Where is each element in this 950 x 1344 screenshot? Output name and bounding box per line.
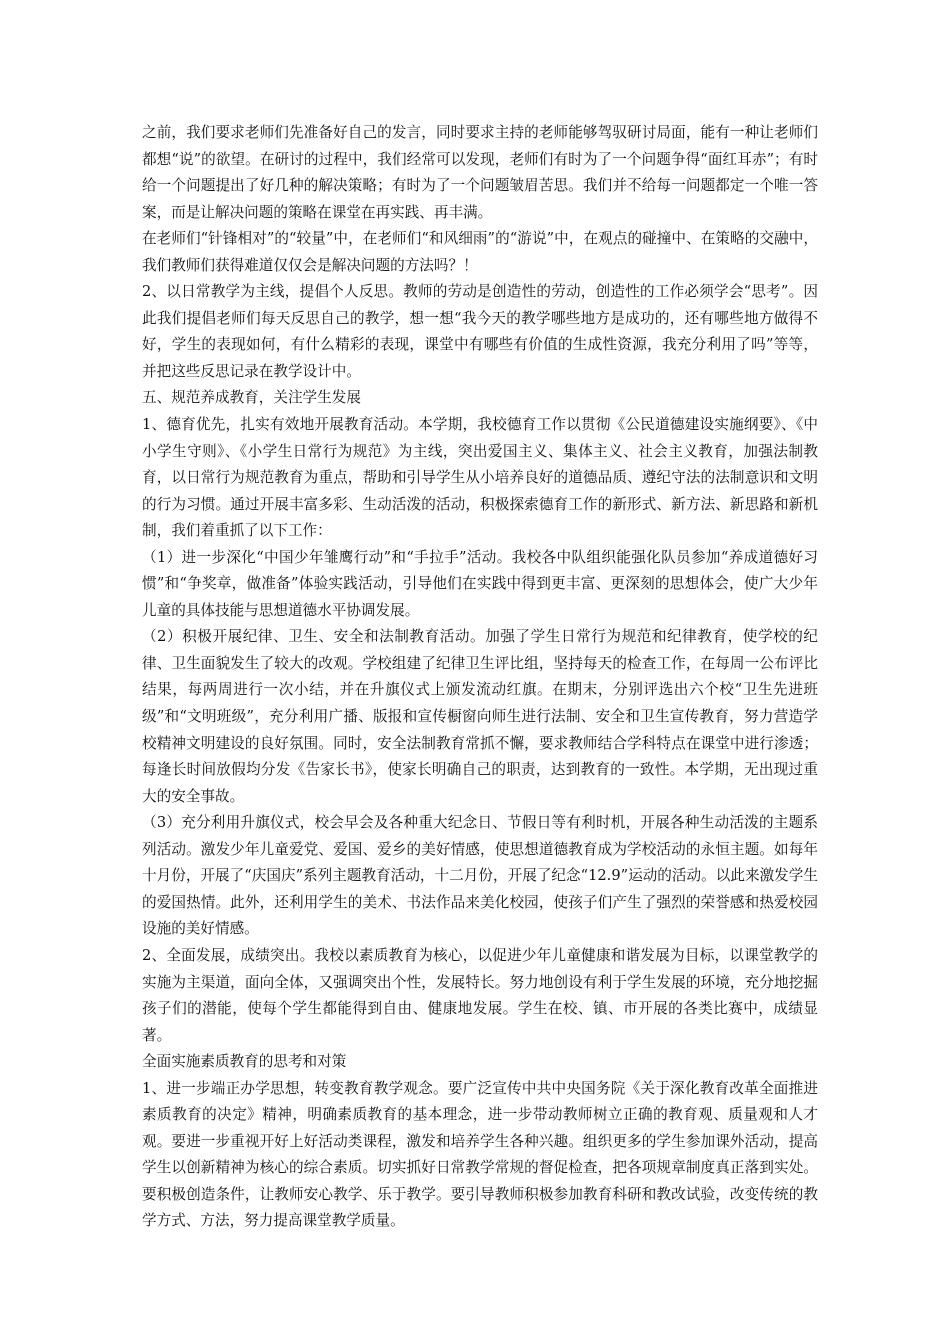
- section-heading-quality-education: 全面实施素质教育的思考和对策: [142, 1053, 347, 1071]
- paragraph-moral-education: 1、德育优先，扎实有效地开展教育活动。本学期，我校德育工作以贯彻《公民道德建设实施纲要》、《中小学生守则》、《小学生日常行为规范》为主线，突出爱国主义、集体主义、社会主义教育，加强法制教育，以日常行为规范教育为重点，帮助和引导学生从小培养良好的道德品质、遵纪守法的法制意识和文明的行为习惯。通过开展丰富多彩、生动活泼的活动，积极探索德育工作的新形式、新方法、新思路和新机制，我们着重抓了以下工作：: [142, 416, 818, 540]
- paragraph-item-1: （1）进一步深化“中国少年雏鹰行动”和“手拉手”活动。我校各中队组织能强化队员参加“养成道德好习惯”和“争奖章，做准备”体验实践活动，引导他们在实践中得到更丰富、更深刻的思想体会，使广大少年儿童的具体技能与思想道德水平协调发展。: [142, 548, 818, 619]
- paragraph-discussion-preparation: 之前，我们要求老师们先准备好自己的发言，同时要求主持的老师能够驾驭研讨局面，能有一种让老师们都想“说”的欲望。在研讨的过程中，我们经常可以发现，老师们有时为了一个问题争得“面红耳赤”；有时给一个问题提出了好几种的解决策略；有时为了一个问题皱眉苦思。我们并不给每一问题都定一个唯一答案，而是让解决问题的策略在课堂在再实践、再丰满。: [142, 124, 818, 221]
- paragraph-item-3: （3）充分利用升旗仪式，校会早会及各种重大纪念日、节假日等有利时机，开展各种生动活泼的主题系列活动。激发少年儿童爱党、爱国、爱乡的美好情感，使思想道德教育成为学校活动的永恒主题。如每年十月份，开展了“庆国庆”系列主题教育活动，十二月份，开展了纪念“12.9”运动的活动。以此来激发学生的爱国热情。此外，还利用学生的美术、书法作品来美化校园，使孩子们产生了强烈的荣誉感和热爱校园设施的美好情感。: [142, 814, 818, 938]
- document-body: [142, 120, 818, 1235]
- paragraph-item-2: （2）积极开展纪律、卫生、安全和法制教育活动。加强了学生日常行为规范和纪律教育，使学校的纪律、卫生面貌发生了较大的改观。学校组建了纪律卫生评比组，坚持每天的检查工作，在每周一公布评比结果，每两周进行一次小结，并在升旗仪式上颁发流动红旗。在期末，分别评选出六个校“卫生先进班级”和“文明班级”，充分利用广播、版报和宣传橱窗向师生进行法制、安全和卫生宣传教育，努力营造学校精神文明建设的良好氛围。同时，安全法制教育常抓不懈，要求教师结合学科特点在课堂中进行渗透；每逢长时间放假均分发《告家长书》，使家长明确自己的职责，达到教育的一致性。本学期，无出现过重大的安全事故。: [142, 628, 818, 805]
- paragraph-school-philosophy: 1、进一步端正办学思想，转变教育教学观念。要广泛宣传中共中央国务院《关于深化教育改革全面推进素质教育的决定》精神，明确素质教育的基本理念，进一步带动教师树立正确的教育观、质量观和人才观。要进一步重视开好上好活动类课程，激发和培养学生各种兴趣。组织更多的学生参加课外活动，提高学生以创新精神为核心的综合素质。切实抓好日常教学常规的督促检查，把各项规章制度真正落到实处。要积极创造条件，让教师安心教学、乐于教学。要引导教师积极参加教育科研和教改试验，改变传统的教学方式、方法，努力提高课堂教学质量。: [142, 1079, 818, 1230]
- paragraph-daily-reflection: 2、以日常教学为主线，提倡个人反思。教师的劳动是创造性的劳动，创造性的工作必须学会“思考”。因此我们提倡老师们每天反思自己的教学，想一想“我今天的教学哪些地方是成功的，还有哪些地方做得不好，学生的表现如何，有什么精彩的表现，课堂中有哪些有价值的生成性资源，我充分利用了吗”等等，并把这些反思记录在教学设计中。: [142, 283, 818, 380]
- section-heading-habit-education: 五、规范养成教育，关注学生发展: [142, 389, 361, 407]
- paragraph-all-round-development: 2、全面发展，成绩突出。我校以素质教育为核心，以促进少年儿童健康和谐发展为目标，以课堂教学的实施为主渠道，面向全体，又强调突出个性，发展特长。努力地创设有利于学生发展的环境，充分地挖掘孩子们的潜能，使每个学生都能得到自由、健康地发展。学生在校、镇、市开展的各类比赛中，成绩显著。: [142, 946, 818, 1044]
- paragraph-teacher-debate: 在老师们“针锋相对”的“较量”中，在老师们“和风细雨”的“游说”中，在观点的碰撞中、在策略的交融中，我们教师们获得难道仅仅会是解决问题的方法吗？！: [142, 230, 818, 274]
